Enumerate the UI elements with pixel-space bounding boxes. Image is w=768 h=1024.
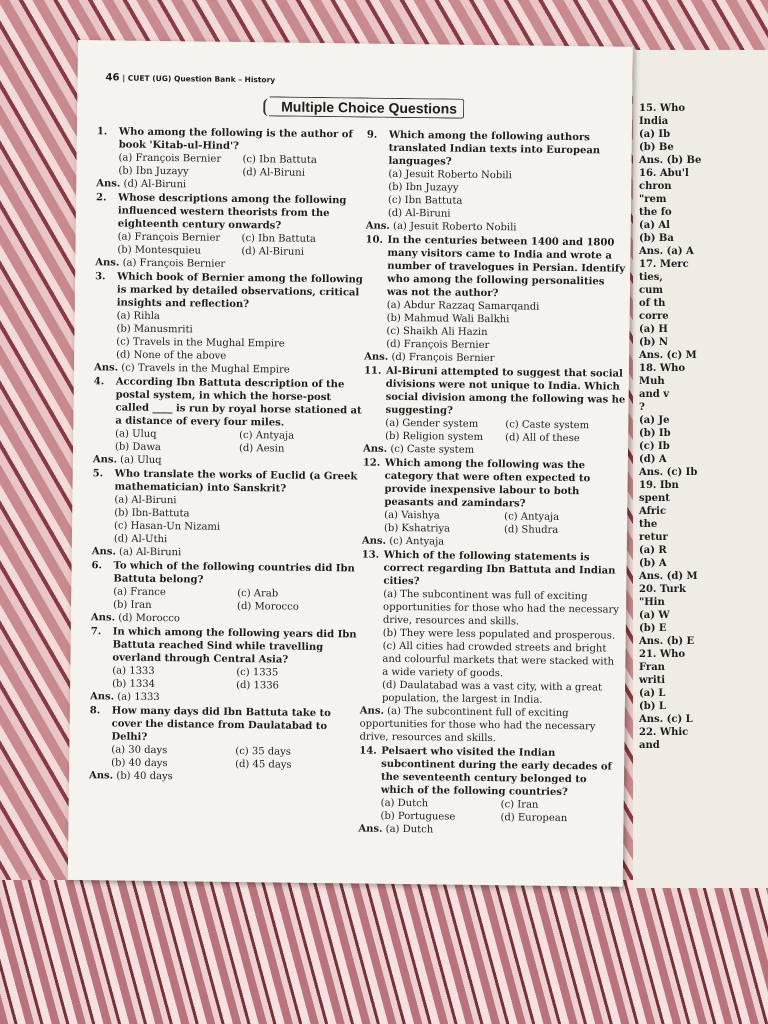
question-item [89,704,359,746]
answer-text: (d) François Bernier [391,351,495,365]
question-number: 10. [365,234,384,246]
option-item: (d) Al-Uthi [113,533,168,546]
fragment-line: and [639,740,660,751]
fragment-line: writi [639,675,666,686]
question-number: 2. [96,192,107,204]
fragment-line: (a) Je [639,415,670,426]
fragment-line: spent [639,493,670,504]
answer-options [89,743,359,772]
option-item: (d) Daulatabad was a vast city, with a great population, the largest in India. [381,679,603,706]
question-number: 3. [95,271,106,283]
fragment-line: (b) Ba [639,233,674,244]
fragment-line: corre [639,311,669,322]
answer-text: (a) Dutch [385,823,434,836]
left-column [89,124,367,785]
question-text: How many days did Ibn Battuta take to cover the distance from Daulatabad to Delhi? [111,705,331,743]
question-number: 14. [359,745,377,757]
option-item: (a) Jesuit Roberto Nobili [388,168,512,182]
question-text: To which of the following countries did Ibn Battuta belong? [113,560,355,586]
option-item: (d) Aesin [238,442,285,455]
answer-label: Ans. [364,351,389,363]
answer-label: Ans. [362,443,388,455]
answer-label: Ans. [96,178,121,190]
answer-text: (a) Al-Biruni [119,546,182,559]
answer-label: Ans. [359,705,385,717]
option-item: (d) François Bernier [386,338,490,352]
option-item: (b) They were less populated and prosperous. [382,627,616,642]
question-text: Who among the following is the author of book 'Kitab-ul-Hind'? [118,126,353,152]
option-item: (c) Ibn Battuta [242,154,317,166]
question-text: Which of the following statements is correct regarding Ibn Battuta and Indian cities? [383,549,616,588]
page-header: 46 | CUET (UG) Question Bank – History [105,72,276,85]
option-item: (a) François Bernier [117,231,221,244]
question-item [365,234,628,302]
answer-options [91,585,361,614]
fragment-line: 21. Who [639,649,686,660]
answer-text: (a) François Bernier [122,257,226,270]
answer-label: Ans. [93,362,119,374]
option-item: (c) Ibn Battuta [387,194,463,207]
question-number: 7. [90,626,102,638]
answer-options [360,588,623,708]
answer-line [359,704,621,746]
answer-options [93,427,363,456]
answer-options [92,493,363,548]
option-item: (d) 45 days [235,758,292,771]
option-item: (b) Ibn-Battuta [114,507,190,520]
fragment-line: India [639,116,669,127]
fragment-line: and v [639,389,670,400]
option-item: (b) 1334 [112,678,156,690]
fabric-background-bottom [0,880,768,1024]
question-text: According Ibn Battuta description of the postal system, in which the horse-post called ____ is run by royal horse stationed at a distance of every four miles. [115,376,362,429]
option-item: (c) Iran [500,799,539,811]
question-number: 5. [92,468,104,480]
option-item: (c) All cities had crowded streets and bright and colourful markets that were stacked with a wide variety of goods. [382,640,615,680]
answer-label: Ans. [92,454,118,466]
option-item: (b) Mahmud Wali Balkhi [386,312,510,326]
fragment-line: 17. Merc [639,259,689,270]
option-item: (b) Ibn Juzayy [388,181,459,194]
fragment-line: "Hin [639,597,665,608]
answer-options [358,796,620,825]
fragment-line: (a) H [639,324,668,335]
question-item [91,559,361,588]
question-text: Al-Biruni attempted to suggest that social divisions were not unique to India. Which social division among the following was he suggesting? [385,365,626,417]
option-item: (d) 1336 [236,679,280,692]
answer-text: (a) 1333 [117,691,160,704]
answer-label: Ans. [365,220,390,232]
option-item: (a) Al-Biruni [114,494,177,507]
answer-label: Ans. [90,612,116,624]
answer-label: Ans. [358,823,383,835]
fragment-line: (c) Ib [639,441,670,452]
question-text: Pelsaert who visited the Indian subcontinent during the early decades of the seventeenth century belonged to which of the following countries? [380,745,612,799]
section-title: Multiple Choice Questions [269,96,464,118]
fragment-line: cum [639,285,663,296]
fragment-line: ? [639,402,645,413]
option-item: (b) Religion system [385,430,484,443]
fragment-line: Ans. (b) E [639,636,695,647]
answer-options [96,151,366,180]
fragment-line: (a) W [639,610,670,621]
fragment-line: Ans. (c) L [639,714,693,725]
option-item: (a) The subcontinent was full of exciting opportunities for those who had the necessary drive, resources and skills. [382,588,619,628]
answer-label: Ans. [361,535,387,547]
option-item: (a) Rihla [116,310,160,323]
option-item: (a) Gender system [385,417,479,430]
fragment-line: 20. Turk [639,584,686,595]
answer-label: Ans. [89,691,115,703]
question-item [362,457,625,512]
right-column [358,128,629,839]
option-item: (c) Antyaja [239,429,295,442]
next-page-edge [633,50,768,888]
question-text: Whose descriptions among the following influenced western theorists from the eighteenth century onwards? [117,192,347,232]
option-item: (b) Iran [113,599,152,611]
answer-text: (b) 40 days [116,770,173,783]
option-item: (a) Dutch [380,797,429,810]
fragment-line: 16. Abu'l [639,168,689,179]
fragment-line: (b) N [639,337,669,348]
fragment-line: the fo [639,207,672,218]
fragment-line: (a) R [639,545,667,556]
fragment-line: the [639,519,658,530]
option-item: (c) 35 days [235,745,292,758]
question-number: 8. [89,705,101,717]
answer-text: (c) Travels in the Mughal Empire [121,362,290,376]
question-text: Which book of Bernier among the following is marked by detailed observations, critical insights and reflection? [116,271,363,311]
fabric-background-top [0,0,768,44]
option-item: (c) Antyaja [504,511,560,523]
question-item [95,270,365,312]
fragment-line: (a) Al [639,220,670,231]
fragment-line: Ans. (d) M [639,571,698,582]
answer-options [362,509,624,538]
fragment-line: Ans. (c) Ib [639,467,698,478]
option-item: (b) Portuguese [380,810,456,823]
option-item: (d) European [500,812,568,825]
fragment-line: (b) A [639,558,667,569]
answer-text: (d) Morocco [118,612,181,625]
fragment-line: 19. Ibn [639,480,679,491]
fragment-line: Ans. (a) A [639,246,694,257]
question-text: Which among the following authors translated Indian texts into European languages? [388,129,601,168]
answer-text: (c) Antyaja [389,535,445,548]
page-number: 46 [105,72,120,84]
answer-options [366,168,629,223]
answer-text: (d) Al-Biruni [123,178,187,191]
answer-text: (c) Caste system [390,443,475,456]
fragment-line: (b) L [639,701,666,712]
question-item [363,365,626,420]
fragment-line: "rem [639,194,667,205]
fragment-line: of th [639,298,666,309]
answer-options [94,309,365,364]
fragment-line: Ans. (c) M [639,350,697,361]
answer-label: Ans. [95,257,120,269]
answer-label: Ans. [91,546,116,558]
fragment-line: ties, [639,272,663,283]
question-text: In which among the following years did Ibn Battuta reached Sind while travelling overland through Central Asia? [112,626,357,666]
option-item: (a) 1333 [112,665,155,677]
question-item [97,125,367,154]
option-item: (d) Al-Biruni [241,246,305,258]
question-item [93,375,364,430]
next-page-fragments [639,102,701,752]
option-item: (d) Al-Biruni [387,207,451,220]
question-item [92,467,362,496]
question-item [90,625,360,667]
fragment-line: Afric [639,506,667,517]
fragment-line: (b) Ib [639,428,671,439]
question-number: 11. [363,365,382,377]
question-text: Who translate the works of Euclid (a Greek mathematician) into Sanskrit? [114,468,358,495]
option-item: (d) Al-Biruni [242,167,306,179]
option-item: (a) Abdur Razzaq Samarqandi [386,299,540,313]
fragment-line: 18. Who [639,363,686,374]
option-item: (b) Ibn Juzayy [118,165,189,178]
answer-text: (a) Uluq [120,454,162,467]
fragment-line: chron [639,181,672,192]
answer-text: (a) Jesuit Roberto Nobili [393,220,517,234]
option-item: (a) France [113,586,166,599]
option-item: (c) Ibn Battuta [241,233,316,245]
option-item: (b) 40 days [111,757,168,770]
answer-options [90,664,360,693]
fragment-line: 22. Whic [639,727,689,738]
answer-text: (a) The subcontinent full of exciting opportunities for those who had the necessary drive, resources and skills. [359,705,596,745]
question-text: In the centuries between 1400 and 1800 many visitors came to India and wrote a number of travelogues in Persian. Identify who among the following personalities was not the author? [386,234,626,300]
fragment-line: (b) E [639,623,667,634]
question-text: Which among the following was the category that were often expected to provide inexpensive labour to both peasants and zamindars? [384,457,591,510]
option-item: (d) Shudra [503,524,559,536]
option-item: (b) Dawa [114,441,161,454]
answer-label: Ans. [88,770,114,782]
option-item: (c) Shaikh Ali Hazin [386,325,488,339]
question-item [359,744,622,799]
answer-options [364,299,627,354]
fragment-line: (d) A [639,454,667,465]
running-title: CUET (UG) Question Bank – History [127,73,276,85]
question-number: 6. [91,560,103,572]
question-item [366,129,628,171]
option-item: (c) Travels in the Mughal Empire [116,336,285,350]
fragment-line: 15. Who [639,103,686,114]
answer-options [363,417,625,446]
option-item: (d) Morocco [237,600,299,613]
question-number: 9. [366,129,378,141]
fragment-line: retur [639,532,668,543]
question-number: 12. [362,457,381,469]
option-item: (d) All of these [505,432,580,445]
book-page [68,40,633,887]
option-item: (c) Arab [237,587,279,600]
option-item: (a) 30 days [111,744,168,757]
option-item: (a) François Bernier [118,152,222,165]
fragment-line: (a) L [639,688,666,699]
option-item: (c) Hasan-Un Nizami [113,520,221,533]
answer-options [95,230,365,259]
option-item: (a) Vaishya [384,509,440,522]
fragment-line: Muh [639,376,665,387]
fragment-line: Fran [639,662,665,673]
question-item [361,549,623,591]
option-item: (b) Montesquieu [117,244,202,257]
fragment-line: (b) Be [639,142,674,153]
question-number: 13. [361,549,380,561]
option-item: (a) Uluq [115,428,157,440]
fragment-line: Ans. (b) Be [639,155,702,166]
option-item: (c) 1335 [236,666,279,679]
option-item: (b) Manusmriti [116,323,193,336]
question-item [96,191,366,233]
option-item: (d) None of the above [116,349,227,362]
question-number: 4. [93,376,105,388]
option-item: (c) Caste system [505,419,590,432]
question-number: 1. [96,126,108,138]
fragment-line: (a) Ib [639,129,671,140]
option-item: (b) Kshatriya [383,522,451,535]
